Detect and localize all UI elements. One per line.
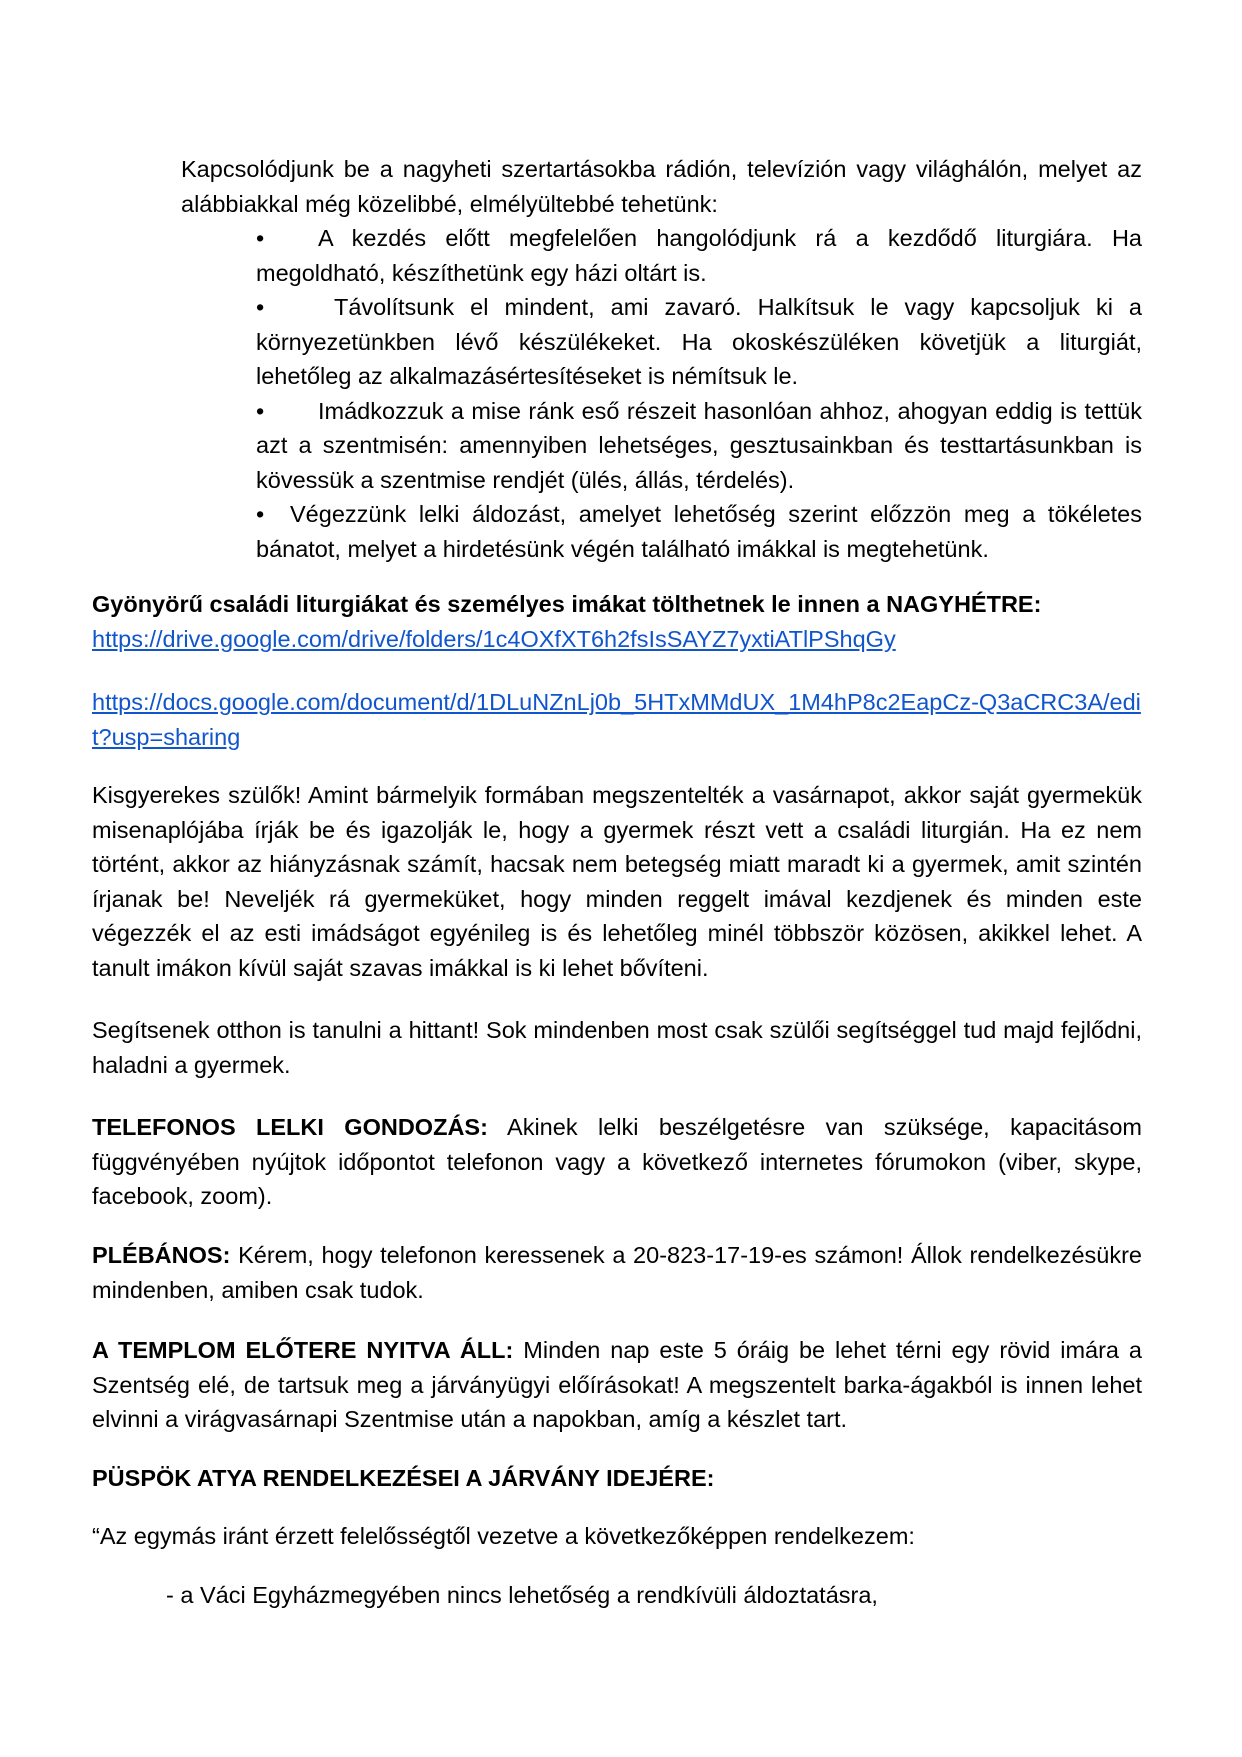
drive-link-line <box>92 622 1142 657</box>
bullet-icon: • <box>256 294 265 320</box>
drive-folder-link[interactable]: https://drive.google.com/drive/folders/1c4OXfXT6h2fsIsSAYZ7yxtiATlPShqGy <box>92 625 896 652</box>
parents-paragraph: Kisgyerekes szülők! Amint bármelyik formában megszentelték a vasárnapot, akkor saját gyermekük misenaplójába írják be és igazolják le, hogy a gyermek részt vett a családi liturgián. Ha ez nem történt, akkor az hiányzásnak számít, hacsak nem betegség miatt maradt ki a gyermek, amit szintén írjanak be! Neveljék rá gyermeküket, hogy minden reggelt imával kezdjenek és minden este végezzék el az esti imádságot egyénileg is és lehetőleg minél többször közösen, akikkel lehet. A tanult imákon kívül saját szavas imákkal is ki lehet bővíteni. <box>92 782 1142 981</box>
intro-paragraph: Kapcsolódjunk be a nagyheti szertartásokba rádión, televízión vagy világhálón, melyet az alábbiakkal még közelibbé, elmélyültebbé tehetünk: <box>181 156 1142 217</box>
priest-text: Kérem, hogy telefonon keressenek a 20-823-17-19-es számon! Állok rendelkezésükre mindenben, amiben csak tudok. <box>92 1242 1142 1303</box>
bullet-icon: • <box>256 501 265 527</box>
homework-paragraph: Segítsenek otthon is tanulni a hittant! Sok mindenben most csak szülői segítséggel tud majd fejlődni, haladni a gyermek. <box>92 1017 1142 1078</box>
docs-document-link[interactable]: https://docs.google.com/document/d/1DLuNZnLj0b_5HTxMMdUX_1M4hP8c2EapCz-Q3aCRC3A/edit?usp=sharing <box>92 689 1141 750</box>
docs-link-block <box>92 685 1142 754</box>
church-paragraph <box>92 1333 1142 1437</box>
list-item <box>256 221 1142 290</box>
downloads-heading: Gyönyörű családi liturgiákat és személyes imákat tölthetnek le innen a NAGYHÉTRE: <box>92 591 1042 617</box>
list-item-text: Végezzünk lelki áldozást, amelyet lehetőség szerint előzzön meg a tökéletes bánatot, melyet a hirdetésünk végén található imákkal is megtehetünk. <box>256 501 1142 562</box>
list-item-text: Távolítsunk el mindent, ami zavaró. Halkítsuk le vagy kapcsoljuk ki a környezetünkben lévő készülékeket. Ha okoskészüléken követjük a liturgiát, lehetőleg az alkalmazásértesítéseket is némítsuk le. <box>256 294 1142 389</box>
list-item <box>256 497 1142 566</box>
phone-care-paragraph <box>92 1110 1142 1214</box>
priest-label: PLÉBÁNOS: <box>92 1242 231 1268</box>
bishop-heading: PÜSPÖK ATYA RENDELKEZÉSEI A JÁRVÁNY IDEJÉRE: <box>92 1465 715 1491</box>
church-label: A TEMPLOM ELŐTERE NYITVA ÁLL: <box>92 1337 514 1363</box>
priest-paragraph <box>92 1238 1142 1307</box>
list-item <box>256 394 1142 498</box>
downloads-section <box>92 587 1142 656</box>
bishop-rule-item: - a Váci Egyházmegyében nincs lehetőség a rendkívüli áldoztatásra, <box>166 1582 878 1608</box>
list-item <box>256 290 1142 394</box>
bullet-list <box>256 221 1142 566</box>
list-item-text: A kezdés előtt megfelelően hangolódjunk rá a kezdődő liturgiára. Ha megoldható, készíthetünk egy házi oltárt is. <box>256 225 1142 286</box>
phone-care-label: TELEFONOS LELKI GONDOZÁS: <box>92 1114 488 1140</box>
bishop-quote-intro: “Az egymás iránt érzett felelősségtől vezetve a következőképpen rendelkezem: <box>92 1523 915 1549</box>
bullet-icon: • <box>256 225 265 251</box>
bullet-icon: • <box>256 397 265 424</box>
list-item-text: Imádkozzuk a mise ránk eső részeit hasonlóan ahhoz, ahogyan eddig is tettük azt a szentmisén: amennyiben lehetséges, gesztusainkban és testtartásunkban is kövessük a szentmise rendjét (ülés, állás, térdelés). <box>256 397 1142 493</box>
church-text: Minden nap este 5 óráig be lehet térni egy rövid imára a Szentség elé, de tartsuk meg a járványügyi előírásokat! A megszentelt barka-ágakból is innen lehet elvinni a virágvasárnapi Szentmise után a napokban, amíg a készlet tart. <box>92 1337 1142 1432</box>
phone-care-text: Akinek lelki beszélgetésre van szüksége, kapacitásom függvényében nyújtok időpontot telefonon vagy a következő internetes fórumokon (viber, skype, facebook, zoom). <box>92 1114 1142 1209</box>
